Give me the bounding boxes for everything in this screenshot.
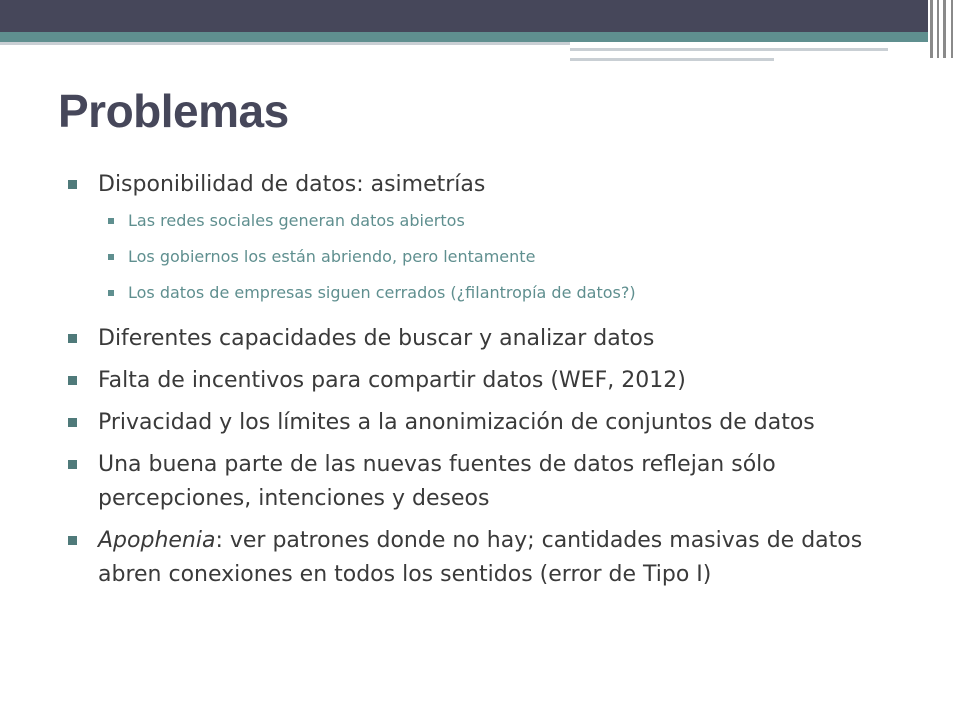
square-bullet-icon bbox=[108, 218, 114, 224]
header-line bbox=[570, 48, 888, 51]
page-title: Problemas bbox=[58, 85, 289, 137]
square-bullet-icon bbox=[68, 376, 77, 385]
sub-list-item bbox=[108, 210, 908, 232]
square-bullet-icon bbox=[68, 180, 77, 189]
list-item bbox=[68, 168, 908, 202]
header-stripes bbox=[928, 0, 960, 58]
square-bullet-icon bbox=[108, 254, 114, 260]
square-bullet-icon bbox=[68, 418, 77, 427]
square-bullet-icon bbox=[68, 536, 77, 545]
list-item-text: Privacidad y los límites a la anonimización de conjuntos de datos bbox=[98, 410, 815, 435]
sub-list-item bbox=[108, 282, 908, 304]
header-bar bbox=[0, 0, 960, 32]
list-item-text: Falta de incentivos para compartir datos (WEF, 2012) bbox=[98, 368, 686, 393]
list-item bbox=[68, 364, 908, 398]
list-item bbox=[68, 448, 908, 516]
sub-list-item-text: Los gobiernos los están abriendo, pero lentamente bbox=[128, 247, 536, 266]
bullet-list bbox=[68, 168, 908, 600]
header-line bbox=[0, 42, 570, 45]
list-item-text: Disponibilidad de datos: asimetrías bbox=[98, 172, 486, 197]
header-accent-bar bbox=[0, 32, 960, 42]
list-item-text: Una buena parte de las nuevas fuentes de datos reflejan sólo percepciones, intenciones y deseos bbox=[98, 452, 776, 511]
sub-list-item-text: Las redes sociales generan datos abiertos bbox=[128, 211, 465, 230]
square-bullet-icon bbox=[68, 460, 77, 469]
sub-list-item-text: Los datos de empresas siguen cerrados (¿filantropía de datos?) bbox=[128, 283, 636, 302]
square-bullet-icon bbox=[108, 290, 114, 296]
sub-list-item bbox=[108, 246, 908, 268]
list-item-emphasis: Apophenia bbox=[98, 528, 216, 553]
list-item-text: Diferentes capacidades de buscar y analizar datos bbox=[98, 326, 655, 351]
list-item bbox=[68, 322, 908, 356]
square-bullet-icon bbox=[68, 334, 77, 343]
list-item bbox=[68, 406, 908, 440]
list-item-text: : ver patrones donde no hay; cantidades masivas de datos abren conexiones en todos los sentidos (error de Tipo I) bbox=[98, 528, 863, 587]
header-line bbox=[570, 58, 774, 61]
list-item bbox=[68, 524, 908, 592]
